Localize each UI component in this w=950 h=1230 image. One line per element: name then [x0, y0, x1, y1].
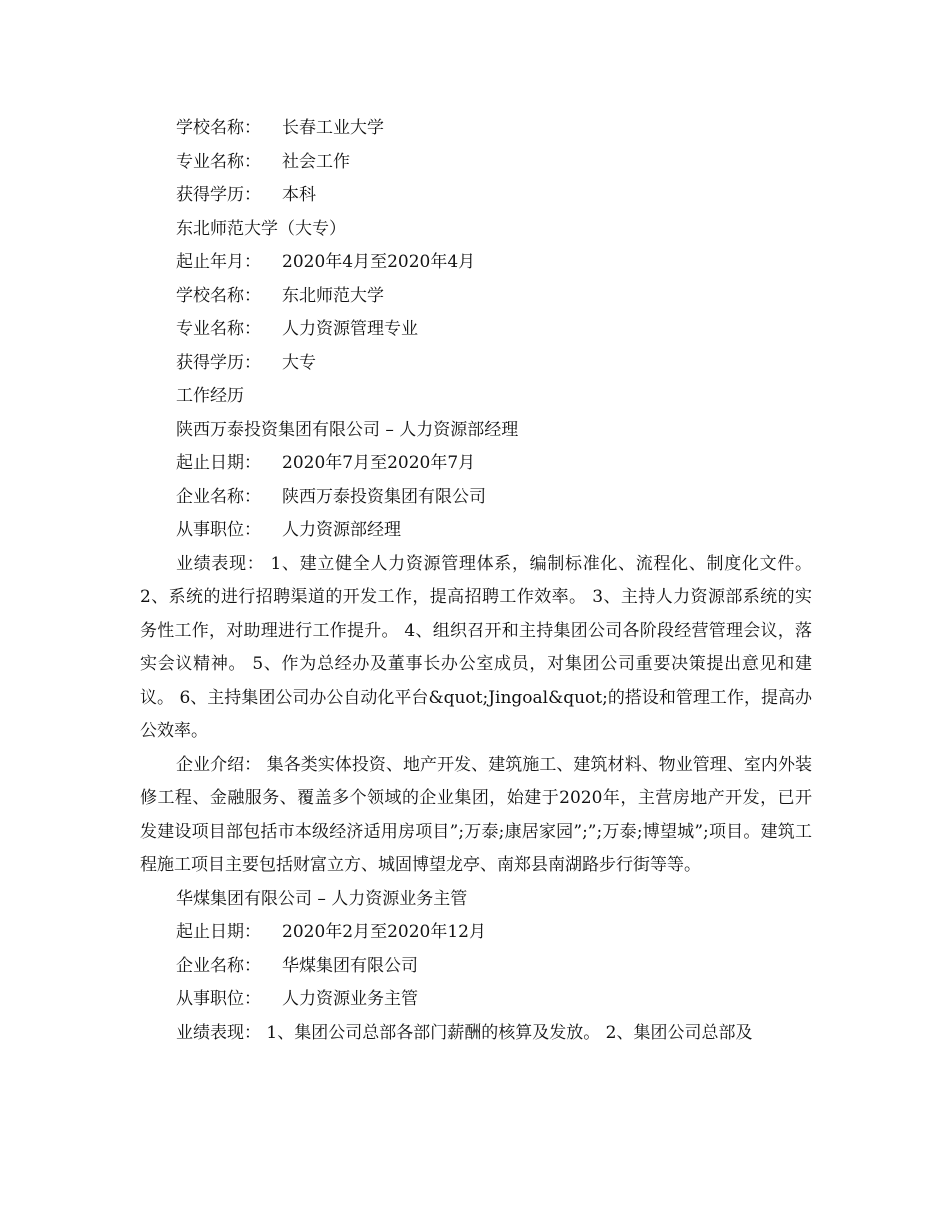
job1-company-intro-paragraph: 企业介绍： 集各类实体投资、地产开发、建筑施工、建筑材料、物业管理、室内外装修工程、金融服务、覆盖多个领域的企业集团，始建于2020年，主营房地产开发，已开发建设项目部包括市本级经济适用房项目”;万泰;康居家园”;”;万泰;博望城”;项目。建筑工程施工项目主要包括财富立方、城固博望龙亭、南郑县南湖路步行街等等。: [140, 754, 812, 875]
field-label: 企业名称：: [176, 955, 261, 976]
school2-period-row: [140, 246, 812, 280]
field-value: 2020年7月至2020年7月: [282, 453, 476, 473]
field-label: 起止日期：: [176, 453, 261, 473]
job1-period-row: [140, 447, 812, 481]
field-value: 2020年4月至2020年4月: [282, 252, 476, 272]
job2-company-row: [140, 950, 812, 984]
field-label: 从事职位：: [176, 989, 261, 1009]
school1-degree-row: [140, 179, 812, 213]
job1-performance-paragraph: 业绩表现： 1、建立健全人力资源管理体系，编制标准化、流程化、制度化文件。 2、系统的进行招聘渠道的开发工作，提高招聘工作效率。 3、主持人力资源部系统的实务性工作，对助理进行工作提升。 4、组织召开和主持集团公司各阶段经营管理会议，落实会议精神。 5、作为总经办及董事长办公室成员，对集团公司重要决策提出意见和建议。 6、主持集团公司办公自动化平台&quot;Jingoal&quot;的搭设和管理工作，提高办公效率。: [140, 553, 812, 741]
job2-performance-paragraph: 业绩表现： 1、集团公司总部各部门薪酬的核算及发放。 2、集团公司总部及: [176, 1022, 753, 1043]
resume-content: [140, 112, 812, 1050]
school1-major-row: [140, 146, 812, 180]
field-label: 学校名称：: [176, 118, 261, 138]
school2-major-row: [140, 313, 812, 347]
school2-heading: 东北师范大学（大专）: [176, 218, 346, 239]
field-label: 获得学历：: [176, 352, 261, 373]
field-value: 人力资源部经理: [282, 520, 401, 540]
field-label: 起止日期：: [176, 922, 261, 942]
field-label: 专业名称：: [176, 319, 261, 339]
field-value: 人力资源管理专业: [282, 319, 418, 339]
field-value: 陕西万泰投资集团有限公司: [282, 486, 486, 507]
field-label: 从事职位：: [176, 520, 261, 540]
field-value: 华煤集团有限公司: [282, 955, 418, 976]
job2-position-row: [140, 983, 812, 1017]
field-value: 2020年2月至2020年12月: [282, 922, 486, 942]
field-value: 本科: [282, 185, 316, 205]
field-value: 东北师范大学: [282, 285, 384, 306]
job1-heading: 陕西万泰投资集团有限公司 – 人力资源部经理: [176, 419, 519, 440]
field-label: 获得学历：: [176, 185, 261, 205]
field-value: 人力资源业务主管: [282, 989, 418, 1009]
field-label: 起止年月：: [176, 252, 261, 272]
job1-position-row: [140, 514, 812, 548]
job2-heading: 华煤集团有限公司 – 人力资源业务主管: [176, 888, 468, 909]
field-value: 长春工业大学: [282, 118, 384, 138]
job2-period-row: [140, 916, 812, 950]
field-label: 专业名称：: [176, 151, 261, 172]
school2-name-row: [140, 280, 812, 314]
school1-name-row: [140, 112, 812, 146]
field-value: 大专: [282, 352, 316, 373]
school2-degree-row: [140, 347, 812, 381]
field-value: 社会工作: [282, 151, 350, 172]
job1-company-row: [140, 481, 812, 515]
field-label: 学校名称：: [176, 285, 261, 306]
work-section-title: 工作经历: [176, 386, 244, 406]
field-label: 企业名称：: [176, 486, 261, 507]
